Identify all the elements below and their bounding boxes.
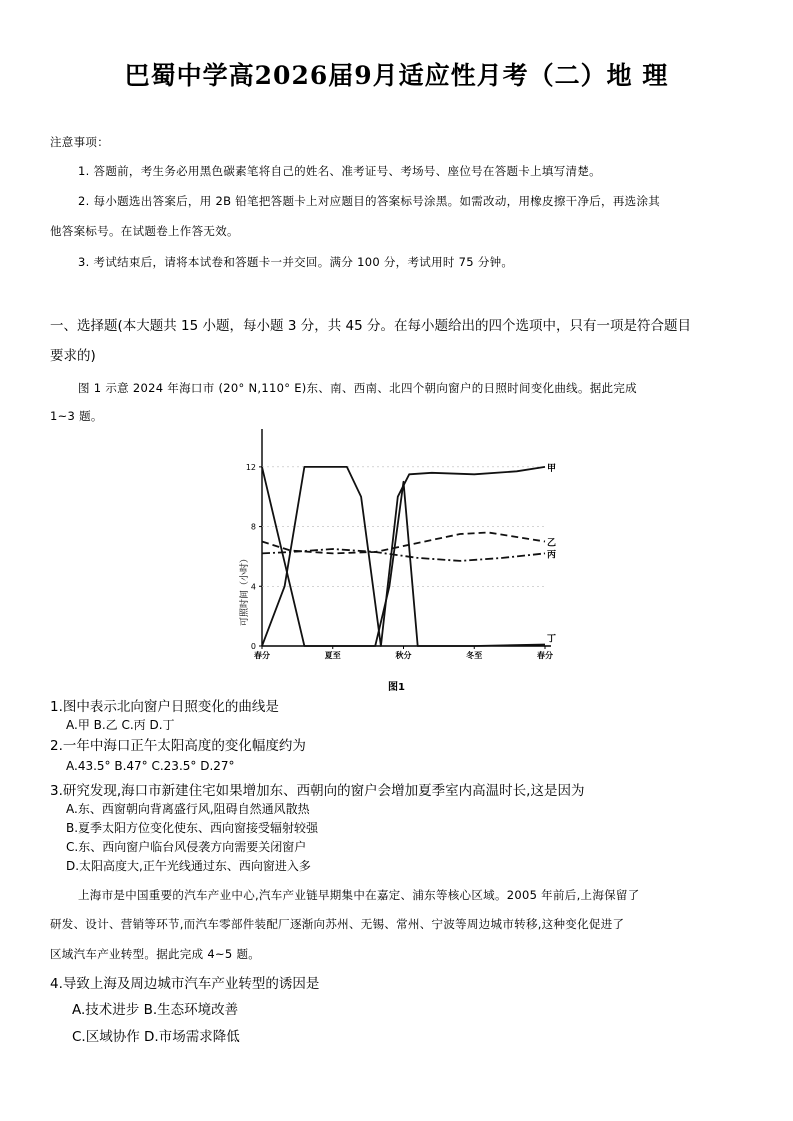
x-tick-label: 春分 <box>537 651 553 660</box>
intro-2: 上海市是中国重要的汽车产业中心,汽车产业链早期集中在嘉定、浦东等核心区域。2005 年前后,上海保留了 <box>78 888 640 902</box>
intro-2-line-3: 区域汽车产业转型。据此完成 4~5 题。 <box>50 947 261 961</box>
series-label-4: 丁 <box>547 634 557 645</box>
question-3-option-d: D.太阳高度大,正午光线通过东、西向窗进入多 <box>66 859 311 873</box>
notice-item-3: 3. 考试结束后，请将本试卷和答题卡一并交回。满分 100 分，考试用时 75 分钟。 <box>78 255 514 269</box>
series-line-4 <box>262 467 545 646</box>
page-title: 巴蜀中学高2026届9月适应性月考（二）地 理 <box>124 61 669 90</box>
series-label-1: 甲 <box>547 463 557 474</box>
question-2-options: A.43.5° B.47° C.23.5° D.27° <box>66 759 235 773</box>
chart-series <box>262 463 556 646</box>
series-label-3: 丙 <box>547 550 557 561</box>
question-3-option-a: A.东、西窗朝向背离盛行风,阻碍自然通风散热 <box>66 802 310 816</box>
question-3-option-b: B.夏季太阳方位变化使东、西向窗接受辐射较强 <box>66 821 319 835</box>
section-heading: 一、选择题(本大题共 15 小题，每小题 3 分，共 45 分。在每小题给出的四个选项中，只有一项是符合题目 <box>50 318 691 334</box>
series-label-2: 乙 <box>547 538 557 549</box>
series-line-2 <box>262 533 545 554</box>
x-tick-label: 冬至 <box>466 651 483 660</box>
sunshine-chart <box>225 425 565 695</box>
x-tick-label: 夏至 <box>324 651 341 660</box>
question-4-options-1: A.技术进步 B.生态环境改善 <box>72 1002 239 1018</box>
question-3-stem: 3.研究发现,海口市新建住宅如果增加东、西朝向的窗户会增加夏季室内高温时长,这是因为 <box>50 783 585 799</box>
intro-1-cont: 1~3 题。 <box>50 409 103 423</box>
x-tick-label: 春分 <box>254 651 270 660</box>
question-4-options-2: C.区域协作 D.市场需求降低 <box>72 1029 240 1045</box>
y-tick-label: 4 <box>250 582 256 592</box>
question-1-options: A.甲 B.乙 C.丙 D.丁 <box>66 718 175 732</box>
series-line-1 <box>262 467 545 646</box>
figure-caption: 图1 <box>388 682 405 693</box>
intro-2-line-2: 研发、设计、营销等环节,而汽车零部件装配厂逐渐向苏州、无锡、常州、宁波等周边城市转移,这种变化促进了 <box>50 917 625 931</box>
y-tick-label: 12 <box>245 462 256 472</box>
notice-item-2-cont: 他答案标号。在试题卷上作答无效。 <box>50 224 239 238</box>
series-line-3 <box>262 549 545 561</box>
intro-1: 图 1 示意 2024 年海口市 (20° N,110° E)东、南、西南、北四个朝向窗户的日照时间变化曲线。据此完成 <box>78 381 637 395</box>
notice-heading: 注意事项： <box>50 135 109 149</box>
notice-item-2: 2. 每小题选出答案后，用 2B 铅笔把答题卡上对应题目的答案标号涂黑。如需改动，用橡皮擦干净后，再选涂其 <box>78 194 661 208</box>
section-heading-cont: 要求的) <box>50 348 96 364</box>
x-tick-label: 秋分 <box>395 651 412 660</box>
question-1-stem: 1.图中表示北向窗户日照变化的曲线是 <box>50 699 279 715</box>
notice-item-1: 1. 答题前，考生务必用黑色碳素笔将自己的姓名、准考证号、考场号、座位号在答题卡上填写清楚。 <box>78 164 601 178</box>
question-3-option-c: C.东、西向窗户临台风侵袭方向需要关闭窗户 <box>66 840 307 854</box>
y-tick-label: 8 <box>250 522 256 532</box>
question-4-stem: 4.导致上海及周边城市汽车产业转型的诱因是 <box>50 976 320 992</box>
y-tick-label: 0 <box>250 642 256 651</box>
y-axis-label: 可照时间（小时） <box>240 553 250 627</box>
question-2-stem: 2.一年中海口正午太阳高度的变化幅度约为 <box>50 738 306 754</box>
